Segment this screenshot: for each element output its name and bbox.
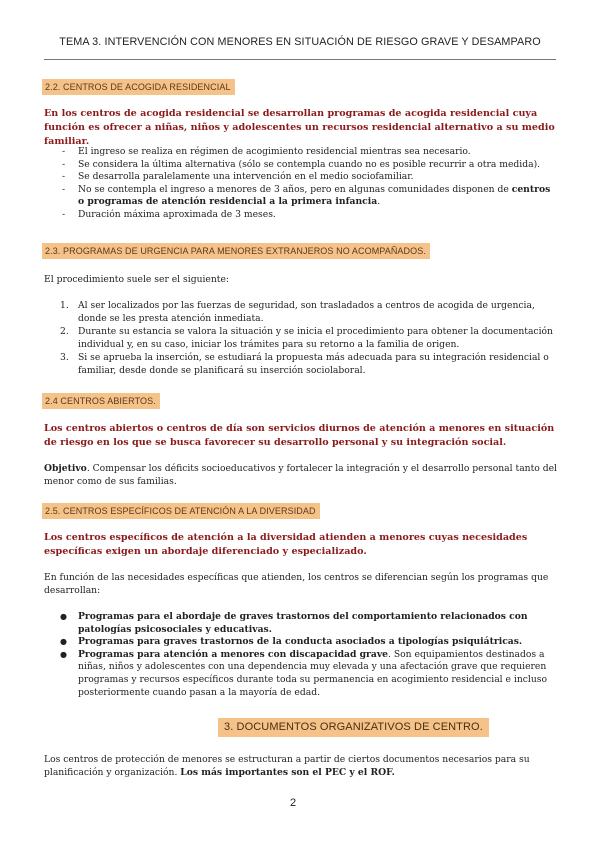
header-divider — [44, 59, 556, 60]
section-2-4-lead: Los centros abiertos o centros de día son servicios diurnos de atención a menores en situación de riesgo en los que se busca favorecer su desarrollo personal y su integración social. — [44, 423, 555, 448]
section-heading-2-2: 2.2. CENTROS DE ACOGIDA RESIDENCIAL — [42, 79, 235, 95]
list-item: ● Programas para graves trastornos de la conducta asociados a tipologías psiquiátricas. — [60, 636, 523, 648]
page-header: TEMA 3. INTERVENCIÓN CON MENORES EN SITUACIÓN DE RIESGO GRAVE Y DESAMPARO — [59, 36, 541, 48]
section-heading-2-3: 2.3. PROGRAMAS DE URGENCIA PARA MENORES EXTRANJEROS NO ACOMPAÑADOS. — [42, 243, 430, 259]
section-2-3-intro: El procedimiento suele ser el siguiente: — [44, 274, 230, 285]
list-item: - No se contempla el ingreso a menores de 3 años, pero en algunas comunidades disponen de centros o programas de atención residencial a la primera infancia. — [62, 183, 551, 208]
section-2-3-list — [44, 300, 558, 378]
page-number: 2 — [290, 797, 297, 809]
list-item: ● Programas para atención a menores con discapacidad grave. Son equipamientos destinados a niñas, niños y adolescentes con una dependencia muy elevada y una afectación grave que requieren programas y recursos específicos durante toda su permanencia en acogimiento residencial e incluso posteriormente cuando pasan a la mayoría de edad. — [60, 648, 547, 698]
section-2-2-list — [44, 146, 558, 222]
list-item: - Duración máxima aproximada de 3 meses. — [62, 208, 276, 220]
list-item: - Se desarrolla paralelamente una intervención en el medio sociofamiliar. — [62, 171, 414, 183]
section-2-5-intro: En función de las necesidades específicas que atienden, los centros se diferencian según los programas que desarrollan: — [44, 572, 549, 596]
section-heading-2-5: 2.5. CENTROS ESPECÍFICOS DE ATENCIÓN A LA DIVERSIDAD — [42, 503, 320, 519]
section-3-text: Los centros de protección de menores se estructuran a partir de ciertos documentos necesarios para su planificación y organización. Los más importantes son el PEC y el ROF. — [44, 754, 530, 778]
list-item: ● Programas para el abordaje de graves trastornos del comportamiento relacionados con patologías psicosociales y educativas. — [60, 611, 528, 635]
section-2-5-list — [44, 611, 558, 699]
section-2-2-lead: En los centros de acogida residencial se desarrollan programas de acogida residencial cuya función es ofrecer a niñas, niños y adolescentes un recursos residencial alternativo a su medio familiar. — [44, 108, 555, 147]
section-2-5-lead: Los centros específicos de atención a la diversidad atienden a menores cuyas necesidades específicas exigen un abordaje diferenciado y especializado. — [44, 532, 528, 557]
section-heading-2-4: 2.4 CENTROS ABIERTOS. — [42, 393, 160, 409]
list-item: 1. Al ser localizados por las fuerzas de seguridad, son trasladados a centros de acogida de urgencia, donde se les presta atención inmediata. — [60, 300, 535, 324]
list-item: 2. Durante su estancia se valora la situación y se inicia el procedimiento para obtener la documentación individual y, en su caso, iniciar los trámites para su retorno a la familia de origen. — [60, 326, 553, 350]
list-item: - Se considera la última alternativa (sólo se contempla cuando no es posible recurrir a otra medida). — [62, 158, 541, 170]
section-2-4-objective: Objetivo. Compensar los déficits socioeducativos y fortalecer la integración y el desarrollo personal tanto del menor como de sus familias. — [44, 463, 557, 487]
section-heading-3: 3. DOCUMENTOS ORGANIZATIVOS DE CENTRO. — [218, 718, 489, 737]
list-item: 3. Si se aprueba la inserción, se estudiará la propuesta más adecuada para su integración residencial o familiar, desde donde se planificará su inserción sociolaboral. — [60, 352, 549, 376]
list-item: - El ingreso se realiza en régimen de acogimiento residencial mientras sea necesario. — [62, 146, 471, 157]
